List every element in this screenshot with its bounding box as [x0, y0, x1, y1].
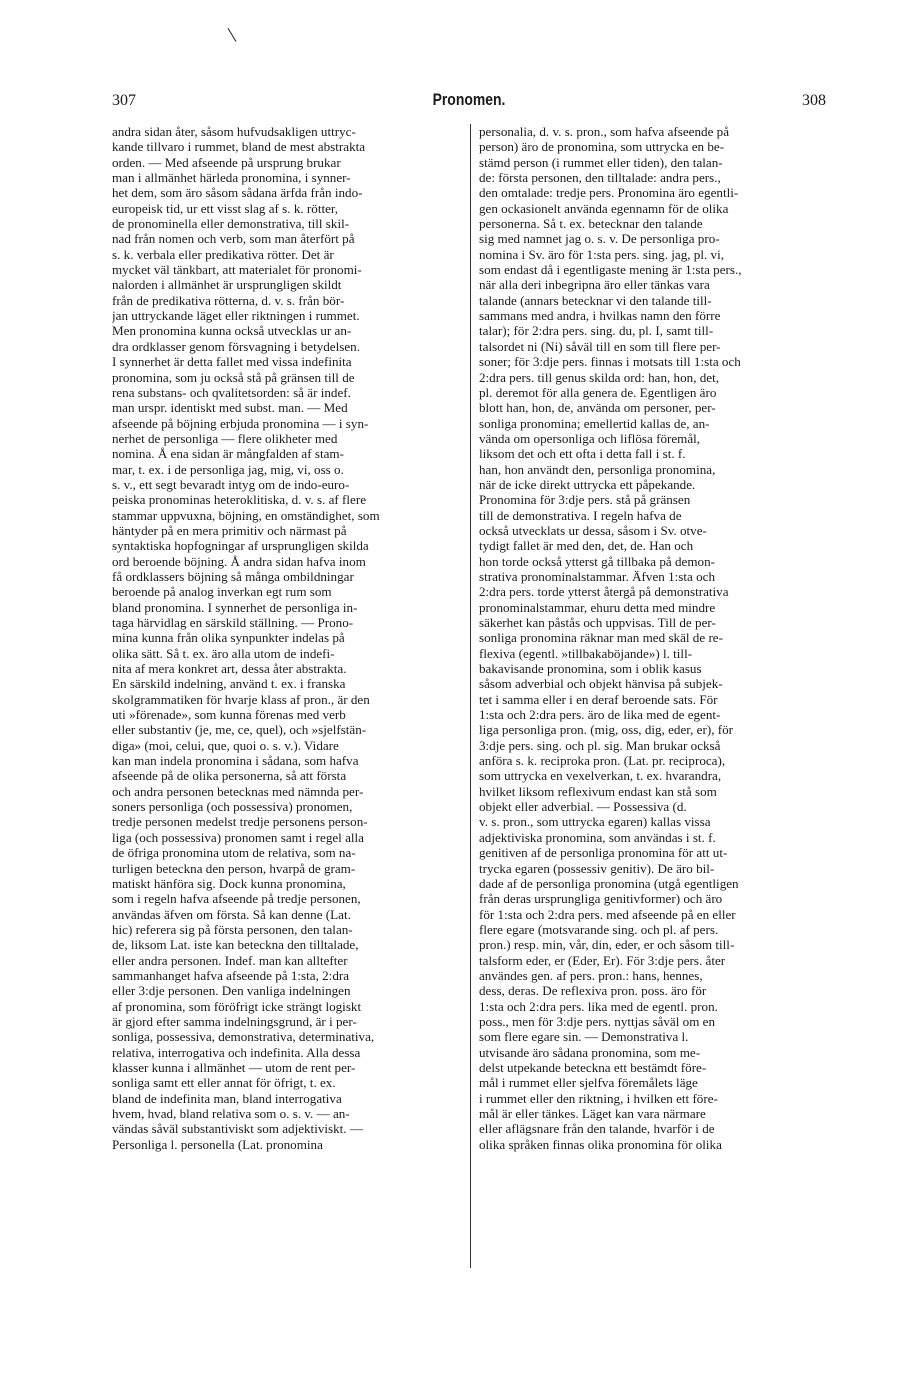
- text-line: soner; för 3:dje pers. finnas i motsats till 1:sta och: [479, 354, 741, 370]
- text-line: europeisk tid, ur ett visst slag af s. k. rötter,: [112, 200, 339, 216]
- text-line: han, hon användt den, personliga pronomina,: [479, 461, 716, 477]
- text-line: nad från nomen och verb, som man återfört på: [112, 231, 355, 247]
- text-line: flere egare (motsvarande sing. och pl. af pers.: [479, 921, 719, 937]
- text-line: anföra s. k. reciproka pron. (Lat. pr. reciproca),: [479, 753, 726, 769]
- text-line: relativa, interrogativa och indefinita. Alla dessa: [112, 1044, 361, 1060]
- text-line: dess, deras. De reflexiva pron. poss. äro för: [479, 983, 707, 999]
- text-line: talande (annars betecknar vi den talande till-: [479, 292, 712, 308]
- text-line: vändas såväl substantiviskt som adjektiviskt. —: [112, 1121, 363, 1137]
- text-column-left: [112, 124, 460, 1152]
- text-line: mycket väl tänkbart, att materialet för pronomi-: [112, 262, 362, 278]
- text-line: bakavisande pronomina, som i oblik kasus: [479, 661, 702, 677]
- text-line: matiskt hänföra sig. Dock kunna pronomina,: [112, 875, 346, 891]
- text-line: de öfriga pronomina utom de relativa, som na-: [112, 845, 356, 861]
- text-line: liga (och possessiva) pronomen samt i regel alla: [112, 829, 364, 845]
- text-line: pronominalstammar, ehuru detta med mindre: [479, 599, 716, 615]
- text-line: sonliga pronomina räknar man med skäl de re-: [479, 630, 723, 646]
- text-line: stammar uppvuxna, böjning, en omständighet, som: [112, 507, 380, 523]
- text-line: nerhet de personliga — flere olikheter med: [112, 430, 338, 446]
- text-line: personerna. Så t. ex. betecknar den talande: [479, 216, 703, 232]
- text-line: afseende på de olika personerna, så att första: [112, 768, 347, 784]
- text-line: tydigt fallet är med den, det, de. Han och: [479, 538, 694, 554]
- text-line: mål är eller tänkes. Läget kan vara närmare: [479, 1106, 706, 1121]
- text-line: 1:sta och 2:dra pers. äro de lika med de egent-: [479, 707, 721, 723]
- text-line: blott han, hon, de, använda om personer, per-: [479, 400, 716, 416]
- text-line: som flere egare sin. — Demonstrativa l.: [479, 1029, 689, 1045]
- text-line: Pronomina för 3:dje pers. stå på gränsen: [479, 492, 691, 508]
- text-line: olika språken finnas olika pronomina för olika: [479, 1136, 722, 1152]
- text-line: olika sätt. Så t. ex. äro alla utom de indefi-: [112, 645, 335, 661]
- text-column-right: [479, 124, 827, 1152]
- text-line: när de icke direkt uttrycka ett påpekande.: [479, 476, 696, 492]
- text-line: bland pronomina. I synnerhet de personliga in-: [112, 599, 358, 615]
- text-line: eller andra personen. Indef. man kan alltefter: [112, 952, 348, 968]
- text-line: nalorden i allmänhet är ursprungligen skildt: [112, 277, 342, 293]
- text-line: diga» (moi, celui, que, quoi o. s. v.). Vidare: [112, 737, 339, 753]
- text-line: genitiven af de personliga pronomina för att ut-: [479, 845, 728, 861]
- text-line: bland de indefinita man, bland interrogativa: [112, 1090, 342, 1106]
- text-line: nomina. Å ena sidan är mångfalden af stam-: [112, 446, 344, 462]
- text-line: sig med namnet jag o. s. v. De personliga pro-: [479, 231, 720, 247]
- text-line: de, liksom Lat. iste kan beteckna den tilltalade,: [112, 937, 359, 953]
- text-line: Men pronomina kunna också utvecklas ur an-: [112, 323, 352, 339]
- text-line: man i allmänhet härleda pronomina, i synner-: [112, 170, 351, 186]
- text-line: 3:dje pers. sing. och pl. sig. Man brukar också: [479, 737, 721, 753]
- text-line: trycka egaren (possessiv genitiv). De äro bil-: [479, 860, 715, 876]
- text-line: poss., men för 3:dje pers. nyttjas såväl om en: [479, 1013, 716, 1029]
- text-line: hon torde också ytterst gå tillbaka på demon-: [479, 553, 715, 569]
- text-line: skolgrammatiken för hvarje klass af pron., är den: [112, 691, 370, 707]
- text-line: användes gen. af pers. pron.: hans, hennes,: [479, 967, 703, 983]
- text-line: de pronominella eller demonstrativa, till skil-: [112, 216, 350, 232]
- text-line: också utvecklats ur dessa, såsom i Sv. otve-: [479, 522, 707, 538]
- text-line: i rummet eller den riktning, i hvilken ett före-: [479, 1090, 718, 1106]
- text-line: kan man indela pronomina i sådana, som hafva: [112, 753, 359, 769]
- text-line: den omtalade: tredje pers. Pronomina äro egentli-: [479, 185, 739, 201]
- text-line: talsform eder, er (Eder, Er). För 3:dje pers. åter: [479, 952, 726, 968]
- text-line: få ordklassers böjning så många ombildningar: [112, 568, 354, 584]
- text-line: vända om opersonliga och liflösa föremål,: [479, 430, 701, 446]
- text-line: person) äro de pronomina, som uttrycka en be-: [479, 139, 725, 155]
- text-line: utvisande äro sådana pronomina, som me-: [479, 1044, 701, 1060]
- text-line: taga härvidlag en särskild ställning. — Prono-: [112, 615, 354, 630]
- text-line: objekt eller adverbial. — Possessiva (d.: [479, 799, 687, 815]
- text-line: soners personliga (och possessiva) pronomen,: [112, 799, 353, 815]
- text-line: sammanhanget hafva afseende på 1:sta, 2:dra: [112, 967, 350, 983]
- text-line: het dem, som äro såsom sådana ärfda från indo-: [112, 185, 363, 201]
- text-line: för 1:sta och 2:dra pers. med afseende på en eller: [479, 906, 736, 922]
- column-divider: [470, 124, 471, 1268]
- text-line: dra ordklasser genom försvagning i betydelsen.: [112, 338, 360, 354]
- text-line: 2:dra pers. till genus skilda ord: han, hon, det,: [479, 369, 720, 385]
- text-line: orden. — Med afseende på ursprung brukar: [112, 154, 341, 170]
- text-line: och andra personen betecknas med nämnda per-: [112, 783, 364, 799]
- text-line: pron.) resp. min, vår, din, eder, er och såsom till-: [479, 937, 735, 953]
- text-line: eller substantiv (je, me, ce, quel), och »sjelfstän-: [112, 722, 367, 738]
- page-header: [112, 92, 826, 114]
- text-line: gen ockasionelt använda egennamn för de olika: [479, 200, 729, 216]
- text-line: talsordet ni (Ni) såväl till en som till flere per-: [479, 338, 721, 354]
- text-line: I synnerhet är detta fallet med vissa indefinita: [112, 354, 352, 370]
- text-line: sonliga pronomina; emellertid kallas de, an-: [479, 415, 710, 431]
- text-line: 1:sta och 2:dra pers. lika med de egentl. pron.: [479, 998, 718, 1014]
- page-number-right: 308: [802, 92, 826, 109]
- text-line: eller aflägsnare från den talande, hvarför i de: [479, 1121, 715, 1137]
- text-line: Personliga l. personella (Lat. pronomina: [112, 1136, 323, 1152]
- text-line: som endast då i egentligaste mening är 1:sta pers.,: [479, 262, 742, 278]
- text-line: som uttrycka en vexelverkan, t. ex. hvarandra,: [479, 768, 722, 784]
- text-line: andra sidan åter, såsom hufvudsakligen uttryc-: [112, 124, 356, 139]
- text-line: dade af de personliga pronomina (utgå egentligen: [479, 875, 739, 891]
- text-line: såsom adverbial och objekt hänvisa på subjek-: [479, 676, 723, 692]
- text-line: mar, t. ex. i de personliga jag, mig, vi, oss o.: [112, 461, 344, 477]
- text-line: liga personliga pron. (mig, oss, dig, eder, er), för: [479, 722, 734, 738]
- text-line: från deras ursprungliga genitivformer) och äro: [479, 891, 723, 907]
- text-line: tet i samma eller i en deraf beroende sats. För: [479, 691, 718, 707]
- text-line: stämd person (i rummet eller tiden), den talan-: [479, 154, 723, 170]
- text-line: säkerhet kan påstås och uppvisas. Till de per-: [479, 615, 716, 630]
- text-line: är gjord efter samma indelningsgrund, är i per-: [112, 1013, 357, 1029]
- text-line: kande tillvaro i rummet, bland de mest abstrakta: [112, 139, 366, 155]
- text-line: ord beroende böjning. Å andra sidan hafva inom: [112, 553, 366, 569]
- text-line: uti »förenade», som kunna förenas med verb: [112, 707, 346, 723]
- text-line: personalia, d. v. s. pron., som hafva afseende på: [479, 124, 730, 139]
- page-number-left: 307: [112, 92, 136, 109]
- text-line: mina kunna från olika synpunkter indelas på: [112, 630, 345, 646]
- text-line: liksom det och ett ofta i detta fall i st. f.: [479, 446, 686, 462]
- text-line: s. k. verbala eller predikativa rötter. Det är: [112, 246, 334, 262]
- text-line: delst utpekande beteckna ett bestämdt före-: [479, 1059, 707, 1075]
- text-line: sonliga, possessiva, demonstrativa, determinativa,: [112, 1029, 375, 1045]
- text-line: eller 3:dje personen. Den vanliga indelningen: [112, 983, 351, 999]
- text-line: sonliga samt ett eller annat för öfrigt, t. ex.: [112, 1075, 336, 1091]
- text-line: peiska pronominas heteroklitiska, d. v. s. af flere: [112, 492, 367, 508]
- text-line: mål i rummet eller sjelfva föremålets läge: [479, 1075, 698, 1091]
- text-line: tredje personen medelst tredje personens person-: [112, 814, 368, 830]
- text-line: af pronomina, som föröfrigt icke strängt logiskt: [112, 998, 362, 1014]
- text-line: hvilket liksom reflexivum endast kan stå som: [479, 783, 717, 799]
- text-line: hvem, hvad, bland relativa som o. s. v. — an-: [112, 1106, 350, 1121]
- text-line: rena substans- och qvalitetsorden: så är indef.: [112, 384, 351, 400]
- text-line: användas äfven om första. Så kan denne (Lat.: [112, 906, 351, 922]
- text-line: s. v., ett segt bevaradt intyg om de indo-euro-: [112, 476, 350, 492]
- text-line: nita af mera konkret art, dessa åter abstrakta.: [112, 661, 347, 677]
- text-line: turligen beteckna den person, hvarpå de gram-: [112, 860, 356, 876]
- text-line: till de demonstrativa. I regeln hafva de: [479, 507, 682, 523]
- text-line: sammans med andra, i hvilkas namn den förre: [479, 308, 721, 324]
- text-line: nomina i Sv. äro för 1:sta pers. sing. jag, pl. vi,: [479, 246, 724, 262]
- text-line: strativa pronominalstammar. Äfven 1:sta och: [479, 568, 715, 584]
- text-line: de: första personen, den tilltalade: andra pers.,: [479, 170, 721, 186]
- text-line: adjektiviska pronomina, som användas i st. f.: [479, 829, 716, 845]
- text-line: flexiva (egentl. »tillbakaböjande») l. till-: [479, 645, 693, 661]
- text-line: syntaktiska hopfogningar af ursprungligen skilda: [112, 538, 369, 554]
- running-title: Pronomen.: [432, 90, 506, 109]
- text-line: pl. deremot för alla genera de. Egentligen äro: [479, 384, 717, 400]
- text-line: 2:dra pers. torde ytterst återgå på demonstrativa: [479, 584, 729, 600]
- text-line: häntyder på en mera primitiv och närmast på: [112, 522, 347, 538]
- text-line: när alla deri inbegripna äro eller tänkas vara: [479, 277, 710, 293]
- text-line: En särskild indelning, använd t. ex. i franska: [112, 676, 346, 692]
- stray-pen-mark: \: [226, 21, 238, 48]
- text-line: afseende på böjning erbjuda pronomina — i syn-: [112, 415, 369, 431]
- text-line: pronomina, som ju också stå på gränsen till de: [112, 369, 355, 385]
- text-line: jan uttryckande läget eller riktningen i rummet.: [112, 308, 360, 324]
- text-line: hic) referera sig på första personen, den talan-: [112, 921, 353, 937]
- text-line: från de predikativa rötterna, d. v. s. från bör-: [112, 292, 345, 308]
- text-line: v. s. pron., som uttrycka egaren) kallas vissa: [479, 814, 711, 830]
- text-line: beroende på analog inverkan egt rum som: [112, 584, 332, 600]
- text-line: klasser kunna i allmänhet — utom de rent per-: [112, 1059, 356, 1075]
- text-line: som i regeln hafva afseende på tredje personen,: [112, 891, 361, 907]
- text-line: man urspr. identiskt med subst. man. — Med: [112, 400, 348, 416]
- text-line: talar); för 2:dra pers. sing. du, pl. I, samt till-: [479, 323, 714, 339]
